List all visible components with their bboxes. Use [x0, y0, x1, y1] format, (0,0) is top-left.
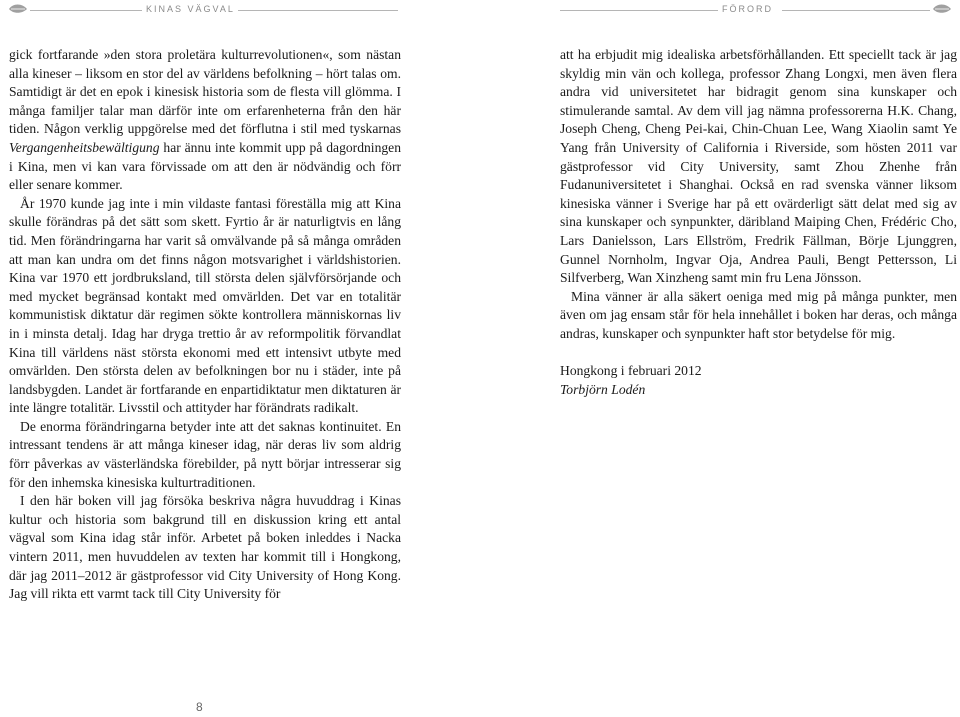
- page-number: 8: [196, 700, 203, 714]
- paragraph: gick fortfarande »den stora proletära kulturrevolutionen«, som nästan alla kineser – liksom en stor del av världens befolkning – hört talas om. Samtidigt är det en epok i kinesisk historia som de flesta vill glömma. I många familjer talar man därför inte om erfarenheterna från den här tiden. Någon verklig uppgörelse med det förflutna i stil med tyskarnas Vergangenheitsbewältigung har ännu inte kommit upp på dagordningen i Kina, men vi kan vara förvissade om att den är nödvändig och förr eller senare kommer.: [9, 47, 401, 193]
- paragraph: att ha erbjudit mig idealiska arbetsförhållanden. Ett speciellt tack är jag skyldig min vän och kollega, professor Zhang Longxi, men även flera andra vid universitetet har bidragit genom sina kunskaper och stimulerande samtal. Av dem vill jag nämna professorerna H.K. Chang, Joseph Cheng, Cheng Pei-kai, Chin-Chuan Lee, Wang Xiaolin samt Ye Yang från University of California i Riverside, som hösten 2011 var gästprofessor vid City University, samt Zhou Zhenhe från Fudanuniversitetet i Shanghai. Också en rad svenska vänner liksom kinesiska vänner i Sverige har på ett ovärderligt sätt delat med sig av sina kunskaper och synpunkter, däribland Maiping Chen, Frédéric Cho, Lars Danielsson, Lars Ellström, Fredrik Fällman, Börje Ljunggren, Gunnel Nornholm, Ingvar Oja, Andrea Pauli, Bengt Pettersson, Li Silfverberg, Wan Xinzheng samt min fru Lena Jönsson.: [560, 47, 957, 286]
- header-book-title: KINAS VÄGVAL: [142, 4, 239, 14]
- header-chapter-title: FÖRORD: [718, 4, 777, 14]
- place-date: Hongkong i februari 2012: [560, 363, 702, 379]
- author-signature: Torbjörn Lodén: [560, 381, 646, 397]
- left-text-column: [9, 46, 401, 604]
- italic-term: Vergangenheitsbewältigung: [9, 139, 160, 155]
- right-text-column: [560, 46, 957, 399]
- paragraph: År 1970 kunde jag inte i min vildaste fantasi föreställa mig att Kina skulle förändras på det sätt som skett. Fyrtio år är naturligtvis en lång tid. Men förändringarna har varit så omvälvande på så många områden att man kan undra om det finns någon motsvarighet i världshistorien. Kina var 1970 ett jordbruksland, till största delen självförsörjande och med mycket begränsad kontakt med omvärlden. Det var en totalitär kommunistisk diktatur där regimen sökte kontrollera människornas liv in i minsta detalj. Idag har dryga trettio år av reformpolitik förvandlat Kina till världens näst största ekonomi med ett intensivt utbyte med omvärlden. Den största delen av befolkningen bor nu i städer, inte på landsbygden. Landet är fortfarande en enpartidiktatur men diktaturen är inte längre totalitär. Livsstil och attityder har förändrats radikalt.: [9, 195, 401, 416]
- paragraph: Mina vänner är alla säkert oeniga med mig på många punkter, men även om jag ensam står för hela innehållet i boken har deras, och många andras, kunskaper och synpunkter haft stor betydelse för mig.: [560, 288, 957, 341]
- paragraph: De enorma förändringarna betyder inte att det saknas kontinuitet. En intressant tendens är att många kineser idag, när deras liv som aldrig förr påverkas av västerländska förebilder, på nytt börjar intresserar sig för den inhemska kinesiska kulturtraditionen.: [9, 418, 401, 490]
- running-header: [0, 0, 960, 22]
- ornament-icon: [8, 2, 28, 16]
- paragraph: I den här boken vill jag försöka beskriva några huvuddrag i Kinas kultur och historia som bakgrund till en diskussion kring ett antal vägval som Kina idag står inför. Arbetet på boken inleddes i Nacka vintern 2011, men huvuddelen av texten har kommit till i Hongkong, där jag 2011–2012 är gästprofessor vid City University of Hong Kong. Jag vill rikta ett varmt tack till City University för: [9, 493, 401, 602]
- ornament-icon: [932, 2, 952, 16]
